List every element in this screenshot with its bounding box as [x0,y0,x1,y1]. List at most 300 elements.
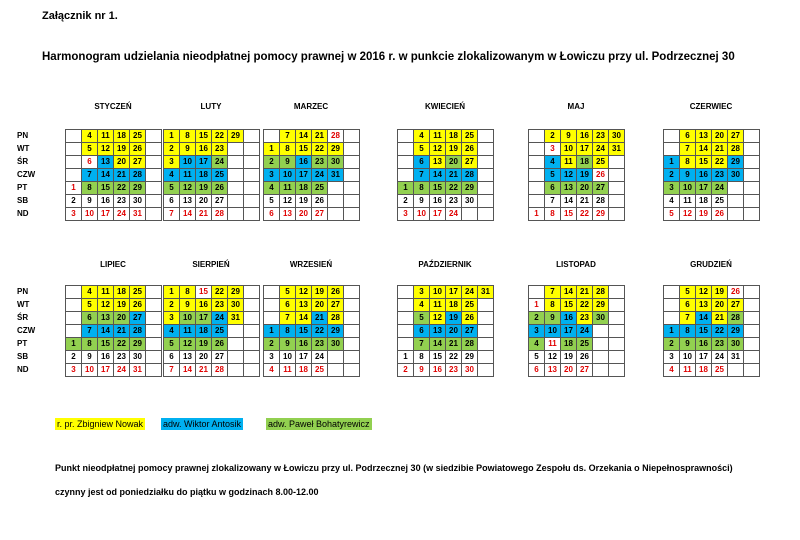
day-cell [609,364,625,377]
day-cell: 20 [561,364,577,377]
day-cell: 14 [296,312,312,325]
day-cell [66,325,82,338]
day-cell: 4 [414,299,430,312]
day-cell: 27 [328,299,344,312]
day-cell: 18 [296,182,312,195]
day-cell: 15 [696,156,712,169]
day-cell: 28 [130,325,146,338]
day-cell: 29 [462,182,478,195]
day-cell: 12 [696,286,712,299]
day-cell [664,143,680,156]
day-cell: 21 [712,312,728,325]
day-cell [228,325,244,338]
day-cell: 22 [577,208,593,221]
day-cell: 22 [312,325,328,338]
month-grid [65,285,162,377]
day-cell: 24 [212,156,228,169]
day-cell [344,364,360,377]
day-cell: 22 [114,338,130,351]
day-cell: 19 [114,143,130,156]
day-cell: 1 [164,286,180,299]
day-cell: 14 [180,364,196,377]
day-cell [244,208,260,221]
day-cell: 10 [414,208,430,221]
day-cell [398,169,414,182]
day-cell: 19 [312,286,328,299]
day-cell: 7 [545,195,561,208]
day-cell: 2 [398,364,414,377]
day-cell: 8 [414,351,430,364]
day-cell: 5 [545,169,561,182]
day-cell [609,169,625,182]
day-cell [146,182,162,195]
day-cell [244,156,260,169]
day-cell: 29 [130,182,146,195]
day-cell [478,195,494,208]
day-cell: 3 [664,182,680,195]
day-cell: 23 [312,338,328,351]
day-cell: 25 [712,364,728,377]
day-cell: 13 [296,299,312,312]
day-cell [478,299,494,312]
day-cell: 12 [98,143,114,156]
day-cell: 23 [446,364,462,377]
day-cell: 20 [312,299,328,312]
day-cell: 6 [164,195,180,208]
day-cell: 1 [66,338,82,351]
day-cell: 28 [728,312,744,325]
day-cell: 4 [664,195,680,208]
month-name: MARZEC [293,102,329,111]
day-cell [664,286,680,299]
day-cell: 10 [280,169,296,182]
day-cell: 18 [696,195,712,208]
day-cell: 12 [430,312,446,325]
day-cell: 12 [180,338,196,351]
day-cell: 26 [212,338,228,351]
day-cell [478,312,494,325]
day-cell: 1 [264,143,280,156]
day-cell: 23 [212,299,228,312]
day-cell [264,299,280,312]
day-cell [244,182,260,195]
day-cell [328,195,344,208]
day-label: PT [17,339,28,348]
day-cell: 14 [696,143,712,156]
day-cell: 5 [680,286,696,299]
day-cell: 2 [164,143,180,156]
day-label: CZW [17,170,36,179]
day-cell [529,286,545,299]
day-cell [344,312,360,325]
day-cell [146,338,162,351]
day-cell [146,299,162,312]
day-cell [593,325,609,338]
day-cell: 3 [66,208,82,221]
day-cell: 5 [164,182,180,195]
month-grid [263,129,360,221]
day-cell [146,130,162,143]
day-cell: 7 [82,325,98,338]
day-cell [328,364,344,377]
month-name: STYCZEŃ [94,102,132,111]
day-cell: 22 [712,156,728,169]
day-cell: 29 [728,156,744,169]
day-cell: 10 [680,351,696,364]
annex-label: Załącznik nr 1. [42,10,118,22]
day-cell: 25 [577,338,593,351]
day-cell: 14 [561,286,577,299]
day-cell [66,169,82,182]
day-cell: 14 [430,338,446,351]
day-cell: 21 [312,130,328,143]
day-cell: 1 [529,299,545,312]
day-cell [744,351,760,364]
day-cell: 17 [577,143,593,156]
day-cell: 11 [680,364,696,377]
day-cell: 9 [561,130,577,143]
day-cell: 25 [593,156,609,169]
day-cell: 27 [212,351,228,364]
day-cell: 26 [712,208,728,221]
day-cell: 28 [593,286,609,299]
day-label: SB [17,196,29,205]
day-cell: 13 [696,299,712,312]
day-cell [244,143,260,156]
day-cell: 7 [414,169,430,182]
day-cell: 27 [728,130,744,143]
day-cell: 25 [130,286,146,299]
day-cell: 24 [114,208,130,221]
day-cell: 31 [130,208,146,221]
day-cell: 29 [728,325,744,338]
footer-hours: czynny jest od poniedziałku do piątku w godzinach 8.00-12.00 [55,487,319,497]
month-name: LIPIEC [100,260,126,269]
month-grid [663,129,760,221]
day-cell [146,364,162,377]
day-label: CZW [17,326,36,335]
day-cell [744,325,760,338]
day-cell: 10 [280,351,296,364]
day-cell [228,143,244,156]
day-cell: 15 [561,208,577,221]
day-cell: 3 [164,312,180,325]
day-cell [744,169,760,182]
day-cell: 1 [264,325,280,338]
day-cell: 18 [296,364,312,377]
day-cell: 20 [296,208,312,221]
day-cell [228,351,244,364]
month-grid [663,285,760,377]
month-grid [65,129,162,221]
month-grid [397,129,494,221]
day-cell: 19 [296,195,312,208]
month-grid [528,129,625,221]
day-cell: 29 [328,325,344,338]
day-cell: 8 [280,143,296,156]
day-cell: 20 [196,351,212,364]
day-cell: 16 [430,364,446,377]
day-cell [344,351,360,364]
day-cell [66,130,82,143]
day-cell: 3 [529,325,545,338]
day-cell: 25 [312,182,328,195]
day-cell: 6 [545,182,561,195]
day-cell: 4 [264,364,280,377]
month-name: LISTOPAD [556,260,596,269]
day-cell: 21 [446,169,462,182]
day-cell [66,143,82,156]
day-cell: 20 [446,156,462,169]
day-cell: 23 [312,156,328,169]
day-cell: 1 [664,325,680,338]
day-cell: 2 [66,195,82,208]
day-cell: 7 [680,312,696,325]
day-cell [609,312,625,325]
day-cell: 5 [264,195,280,208]
day-cell: 14 [98,169,114,182]
day-cell: 10 [82,208,98,221]
day-cell: 21 [114,169,130,182]
day-cell [744,208,760,221]
day-cell [244,130,260,143]
day-cell [478,351,494,364]
day-cell: 16 [561,312,577,325]
legend-nowak: r. pr. Zbigniew Nowak [57,419,144,429]
day-cell: 24 [114,364,130,377]
day-cell: 23 [593,130,609,143]
day-cell: 15 [196,286,212,299]
day-cell [146,169,162,182]
day-cell [609,286,625,299]
day-cell: 27 [212,195,228,208]
day-cell: 1 [66,182,82,195]
day-cell: 26 [728,286,744,299]
day-cell: 3 [545,143,561,156]
day-cell: 31 [609,143,625,156]
day-cell: 20 [114,156,130,169]
day-cell: 12 [296,286,312,299]
day-cell [264,130,280,143]
day-cell: 23 [114,195,130,208]
day-cell [744,130,760,143]
day-cell: 29 [228,286,244,299]
month-name: GRUDZIEŃ [690,260,732,269]
day-cell: 2 [264,338,280,351]
day-cell [478,182,494,195]
day-cell: 30 [328,156,344,169]
day-cell: 13 [180,195,196,208]
day-cell: 2 [398,195,414,208]
month-grid [163,129,260,221]
day-cell: 28 [593,195,609,208]
day-cell [344,156,360,169]
day-cell: 5 [164,338,180,351]
day-cell: 1 [398,351,414,364]
day-cell: 21 [712,143,728,156]
day-cell: 18 [446,299,462,312]
day-cell [244,299,260,312]
day-cell: 25 [712,195,728,208]
day-cell [593,351,609,364]
day-cell: 15 [296,325,312,338]
day-cell: 16 [98,195,114,208]
day-cell: 19 [561,351,577,364]
day-cell: 20 [712,130,728,143]
day-cell [244,325,260,338]
day-cell [328,182,344,195]
day-label: ND [17,365,29,374]
day-cell: 19 [196,182,212,195]
day-cell: 17 [446,286,462,299]
day-cell: 21 [577,286,593,299]
day-cell: 27 [462,325,478,338]
day-cell [529,195,545,208]
day-cell: 21 [196,364,212,377]
legend-antosik: adw. Wiktor Antosik [163,419,242,429]
day-cell: 17 [296,351,312,364]
day-cell: 25 [462,299,478,312]
day-cell: 17 [696,182,712,195]
day-cell: 12 [98,299,114,312]
day-cell: 10 [180,156,196,169]
day-cell [344,195,360,208]
day-cell [344,286,360,299]
day-cell: 29 [328,143,344,156]
day-cell: 8 [545,208,561,221]
day-cell: 11 [430,299,446,312]
day-cell: 26 [593,169,609,182]
day-cell [478,143,494,156]
day-cell [228,156,244,169]
day-cell: 6 [264,208,280,221]
day-cell [728,195,744,208]
day-cell [744,286,760,299]
day-cell [664,130,680,143]
day-cell: 31 [728,351,744,364]
day-cell [744,143,760,156]
day-cell: 11 [180,169,196,182]
day-cell: 19 [577,169,593,182]
day-cell: 23 [712,338,728,351]
day-cell [478,130,494,143]
day-cell: 13 [98,156,114,169]
day-cell [264,312,280,325]
day-cell [146,208,162,221]
month-name: KWIECIEŃ [425,102,465,111]
day-cell: 10 [430,286,446,299]
page-title: Harmonogram udzielania nieodpłatnej pomocy prawnej w 2016 r. w punkcie zlokalizowanym w Łowiczu przy ul. Podrzecznej 30 [42,51,735,63]
day-cell: 19 [712,286,728,299]
day-cell [146,312,162,325]
day-cell: 7 [164,208,180,221]
day-cell: 14 [561,195,577,208]
day-cell: 12 [680,208,696,221]
day-cell: 2 [164,299,180,312]
day-cell: 9 [82,351,98,364]
day-cell: 3 [414,286,430,299]
day-cell: 30 [328,338,344,351]
day-label: ND [17,209,29,218]
day-cell [398,338,414,351]
day-cell [228,195,244,208]
day-cell: 5 [280,286,296,299]
day-cell: 22 [312,143,328,156]
month-grid [263,285,360,377]
day-cell: 3 [264,351,280,364]
day-cell [744,156,760,169]
day-cell [398,312,414,325]
day-cell [609,208,625,221]
day-cell: 11 [180,325,196,338]
day-cell: 8 [82,338,98,351]
day-cell [146,143,162,156]
day-cell: 25 [312,364,328,377]
day-cell [398,143,414,156]
day-cell: 14 [296,130,312,143]
day-cell: 5 [82,143,98,156]
day-cell: 12 [180,182,196,195]
day-cell [398,286,414,299]
day-cell: 13 [430,325,446,338]
day-cell: 12 [545,351,561,364]
day-cell: 26 [577,351,593,364]
day-label: ŚR [17,157,29,166]
day-cell [478,208,494,221]
day-cell: 29 [228,130,244,143]
month-grid [528,285,625,377]
day-cell: 24 [446,208,462,221]
day-cell: 8 [414,182,430,195]
day-cell: 26 [130,299,146,312]
day-cell: 16 [577,130,593,143]
day-cell: 24 [577,325,593,338]
day-cell: 13 [545,364,561,377]
day-cell: 10 [545,325,561,338]
day-cell: 28 [212,364,228,377]
day-cell: 3 [264,169,280,182]
day-cell: 7 [545,286,561,299]
day-label: PN [17,131,29,140]
day-cell: 23 [712,169,728,182]
day-cell: 16 [98,351,114,364]
day-cell: 12 [561,169,577,182]
day-cell: 14 [696,312,712,325]
day-cell: 12 [430,143,446,156]
day-cell: 25 [212,169,228,182]
day-cell: 9 [680,169,696,182]
day-cell: 3 [398,208,414,221]
day-cell: 17 [196,156,212,169]
day-cell: 31 [328,169,344,182]
day-cell: 31 [228,312,244,325]
month-grid [397,285,494,377]
day-cell: 26 [462,312,478,325]
day-cell: 13 [430,156,446,169]
day-cell: 17 [430,208,446,221]
day-cell: 5 [414,312,430,325]
day-cell [664,299,680,312]
day-cell: 4 [664,364,680,377]
day-cell [478,364,494,377]
day-cell: 4 [164,325,180,338]
day-cell: 23 [114,351,130,364]
day-cell: 8 [680,325,696,338]
day-cell: 31 [478,286,494,299]
day-cell: 18 [114,130,130,143]
day-cell: 29 [462,351,478,364]
day-cell: 3 [164,156,180,169]
